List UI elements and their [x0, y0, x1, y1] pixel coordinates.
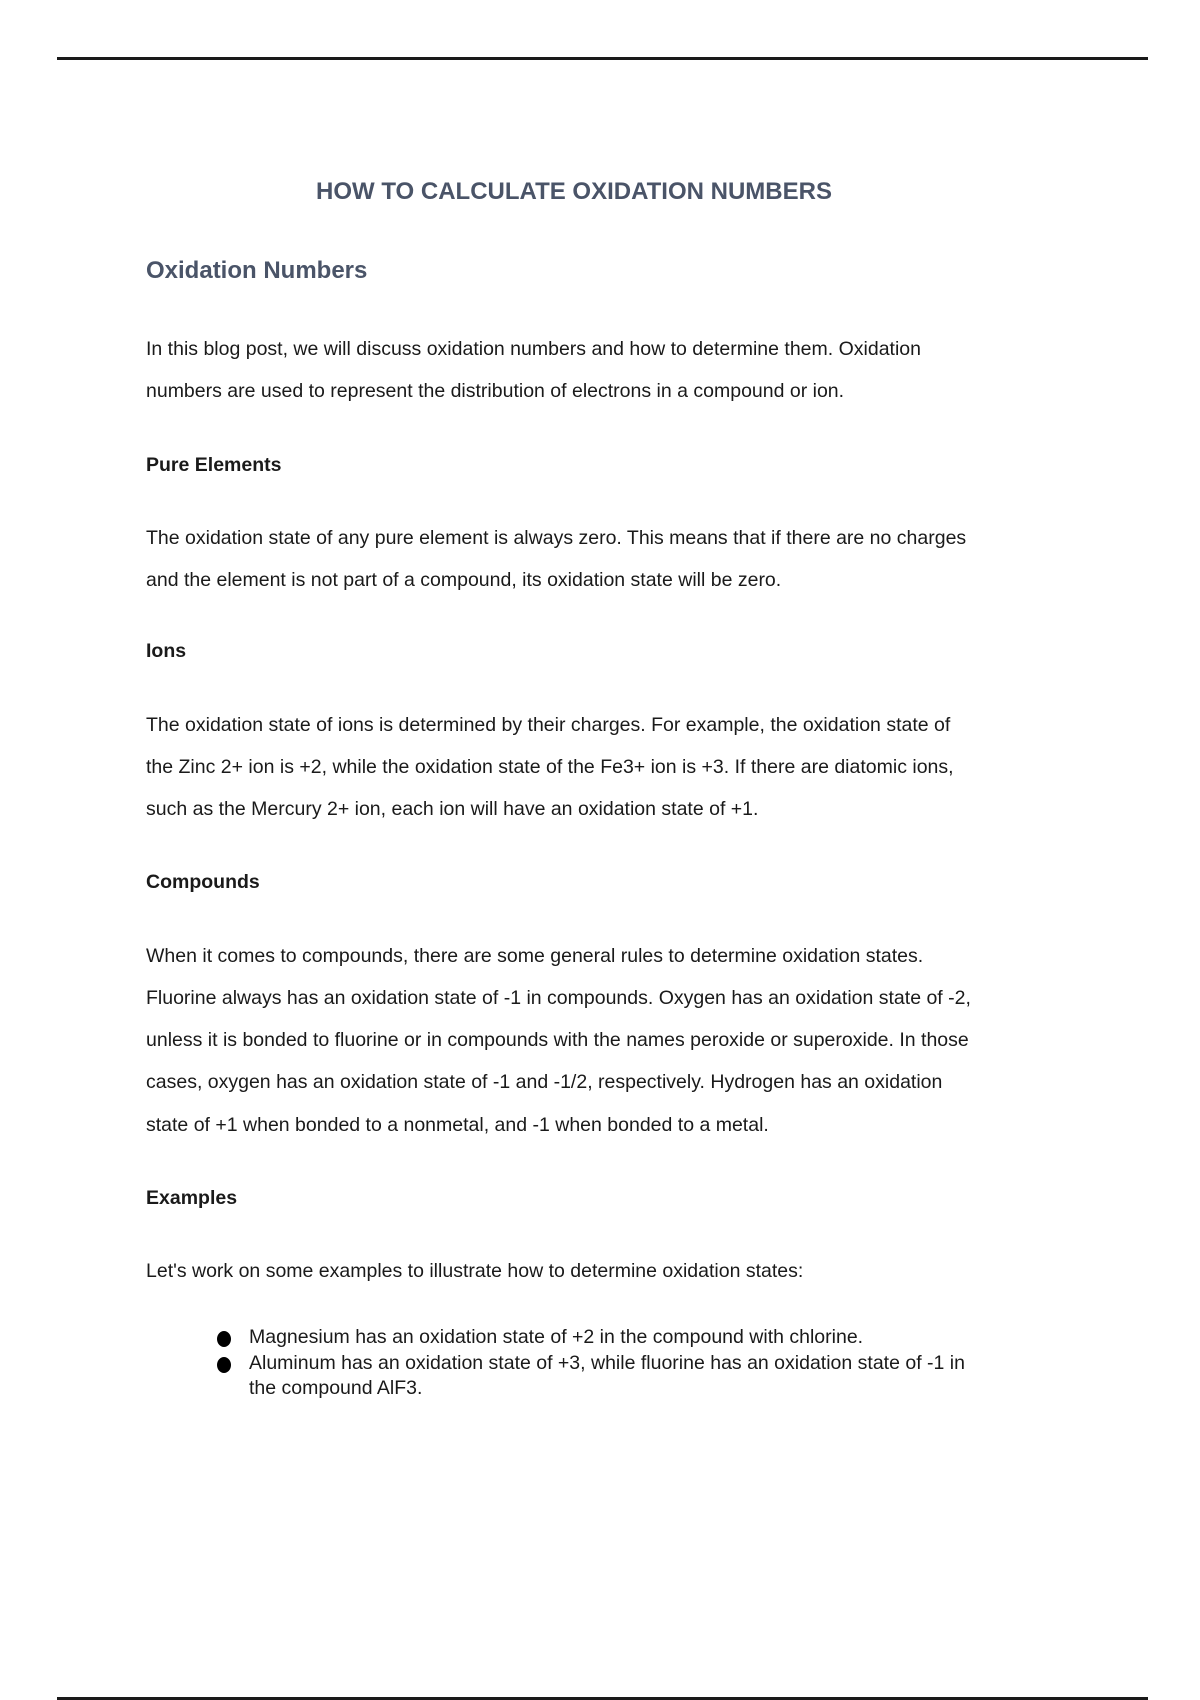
bullet-icon — [217, 1357, 231, 1373]
paragraph-line: In this blog post, we will discuss oxidation numbers and how to determine them. Oxidation — [146, 338, 921, 360]
list-item: Aluminum has an oxidation state of +3, while fluorine has an oxidation state of -1 in — [249, 1352, 965, 1374]
paragraph-line: numbers are used to represent the distribution of electrons in a compound or ion. — [146, 380, 845, 402]
list-item: Magnesium has an oxidation state of +2 in the compound with chlorine. — [249, 1326, 864, 1348]
top-rule — [57, 57, 1148, 60]
document-title: HOW TO CALCULATE OXIDATION NUMBERS — [316, 178, 832, 205]
paragraph-line: When it comes to compounds, there are some general rules to determine oxidation states. — [146, 945, 924, 967]
subheading-pure-elements: Pure Elements — [146, 454, 282, 476]
paragraph-line: and the element is not part of a compound, its oxidation state will be zero. — [146, 569, 782, 591]
paragraph-line: The oxidation state of any pure element is always zero. This means that if there are no charges — [146, 527, 967, 549]
paragraph-line: Fluorine always has an oxidation state of -1 in compounds. Oxygen has an oxidation state of -2, — [146, 987, 971, 1009]
subheading-ions: Ions — [146, 640, 187, 662]
subheading-compounds: Compounds — [146, 871, 260, 893]
section-heading: Oxidation Numbers — [146, 257, 368, 284]
paragraph-line: unless it is bonded to fluorine or in compounds with the names peroxide or superoxide. In those — [146, 1029, 969, 1051]
bullet-icon — [217, 1331, 231, 1347]
paragraph-line: the Zinc 2+ ion is +2, while the oxidation state of the Fe3+ ion is +3. If there are diatomic ions, — [146, 756, 954, 778]
paragraph-line: cases, oxygen has an oxidation state of -1 and -1/2, respectively. Hydrogen has an oxidation — [146, 1071, 943, 1093]
list-item-continuation: the compound AlF3. — [249, 1377, 423, 1399]
subheading-examples: Examples — [146, 1187, 238, 1209]
paragraph-line: The oxidation state of ions is determined by their charges. For example, the oxidation state of — [146, 714, 951, 736]
paragraph-line: such as the Mercury 2+ ion, each ion will have an oxidation state of +1. — [146, 798, 759, 820]
paragraph-line: state of +1 when bonded to a nonmetal, and -1 when bonded to a metal. — [146, 1114, 769, 1136]
paragraph-line: Let's work on some examples to illustrate how to determine oxidation states: — [146, 1260, 804, 1282]
